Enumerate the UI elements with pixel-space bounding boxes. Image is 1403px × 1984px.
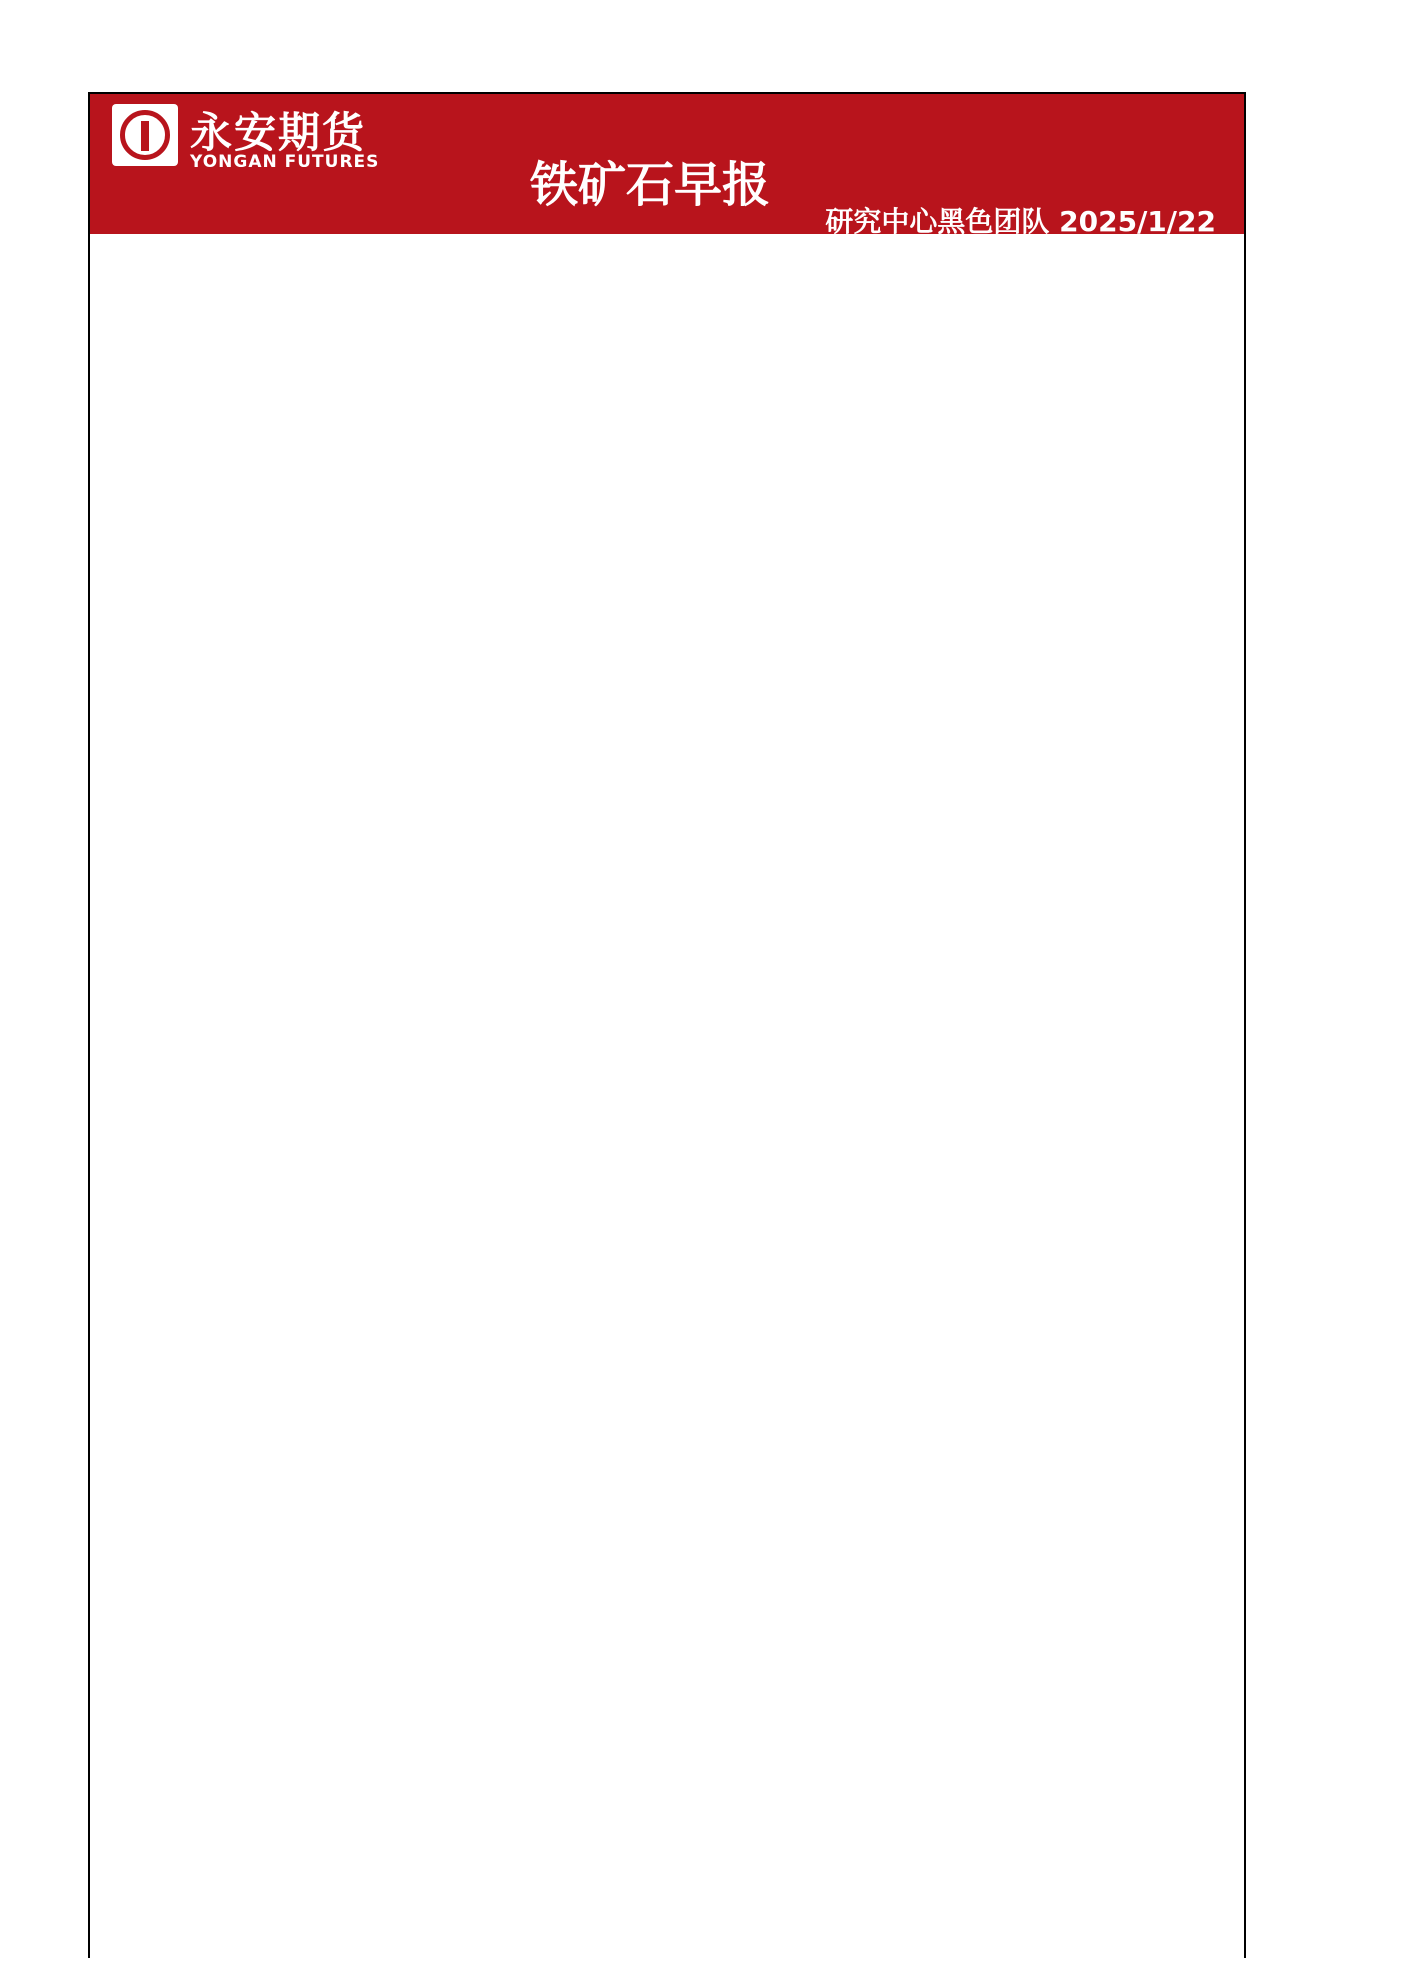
brand-name-en: YONGAN FUTURES [190, 152, 380, 172]
brand-name-cn: 永安期货 [190, 108, 367, 157]
report-header [90, 94, 1244, 238]
logo-mark-icon [120, 110, 170, 160]
brand-logo [112, 104, 178, 166]
report-title: 铁矿石早报 [530, 157, 771, 213]
report-sheet [88, 92, 1246, 1958]
report-subtitle: 研究中心黑色团队 2025/1/22 [825, 205, 1216, 238]
